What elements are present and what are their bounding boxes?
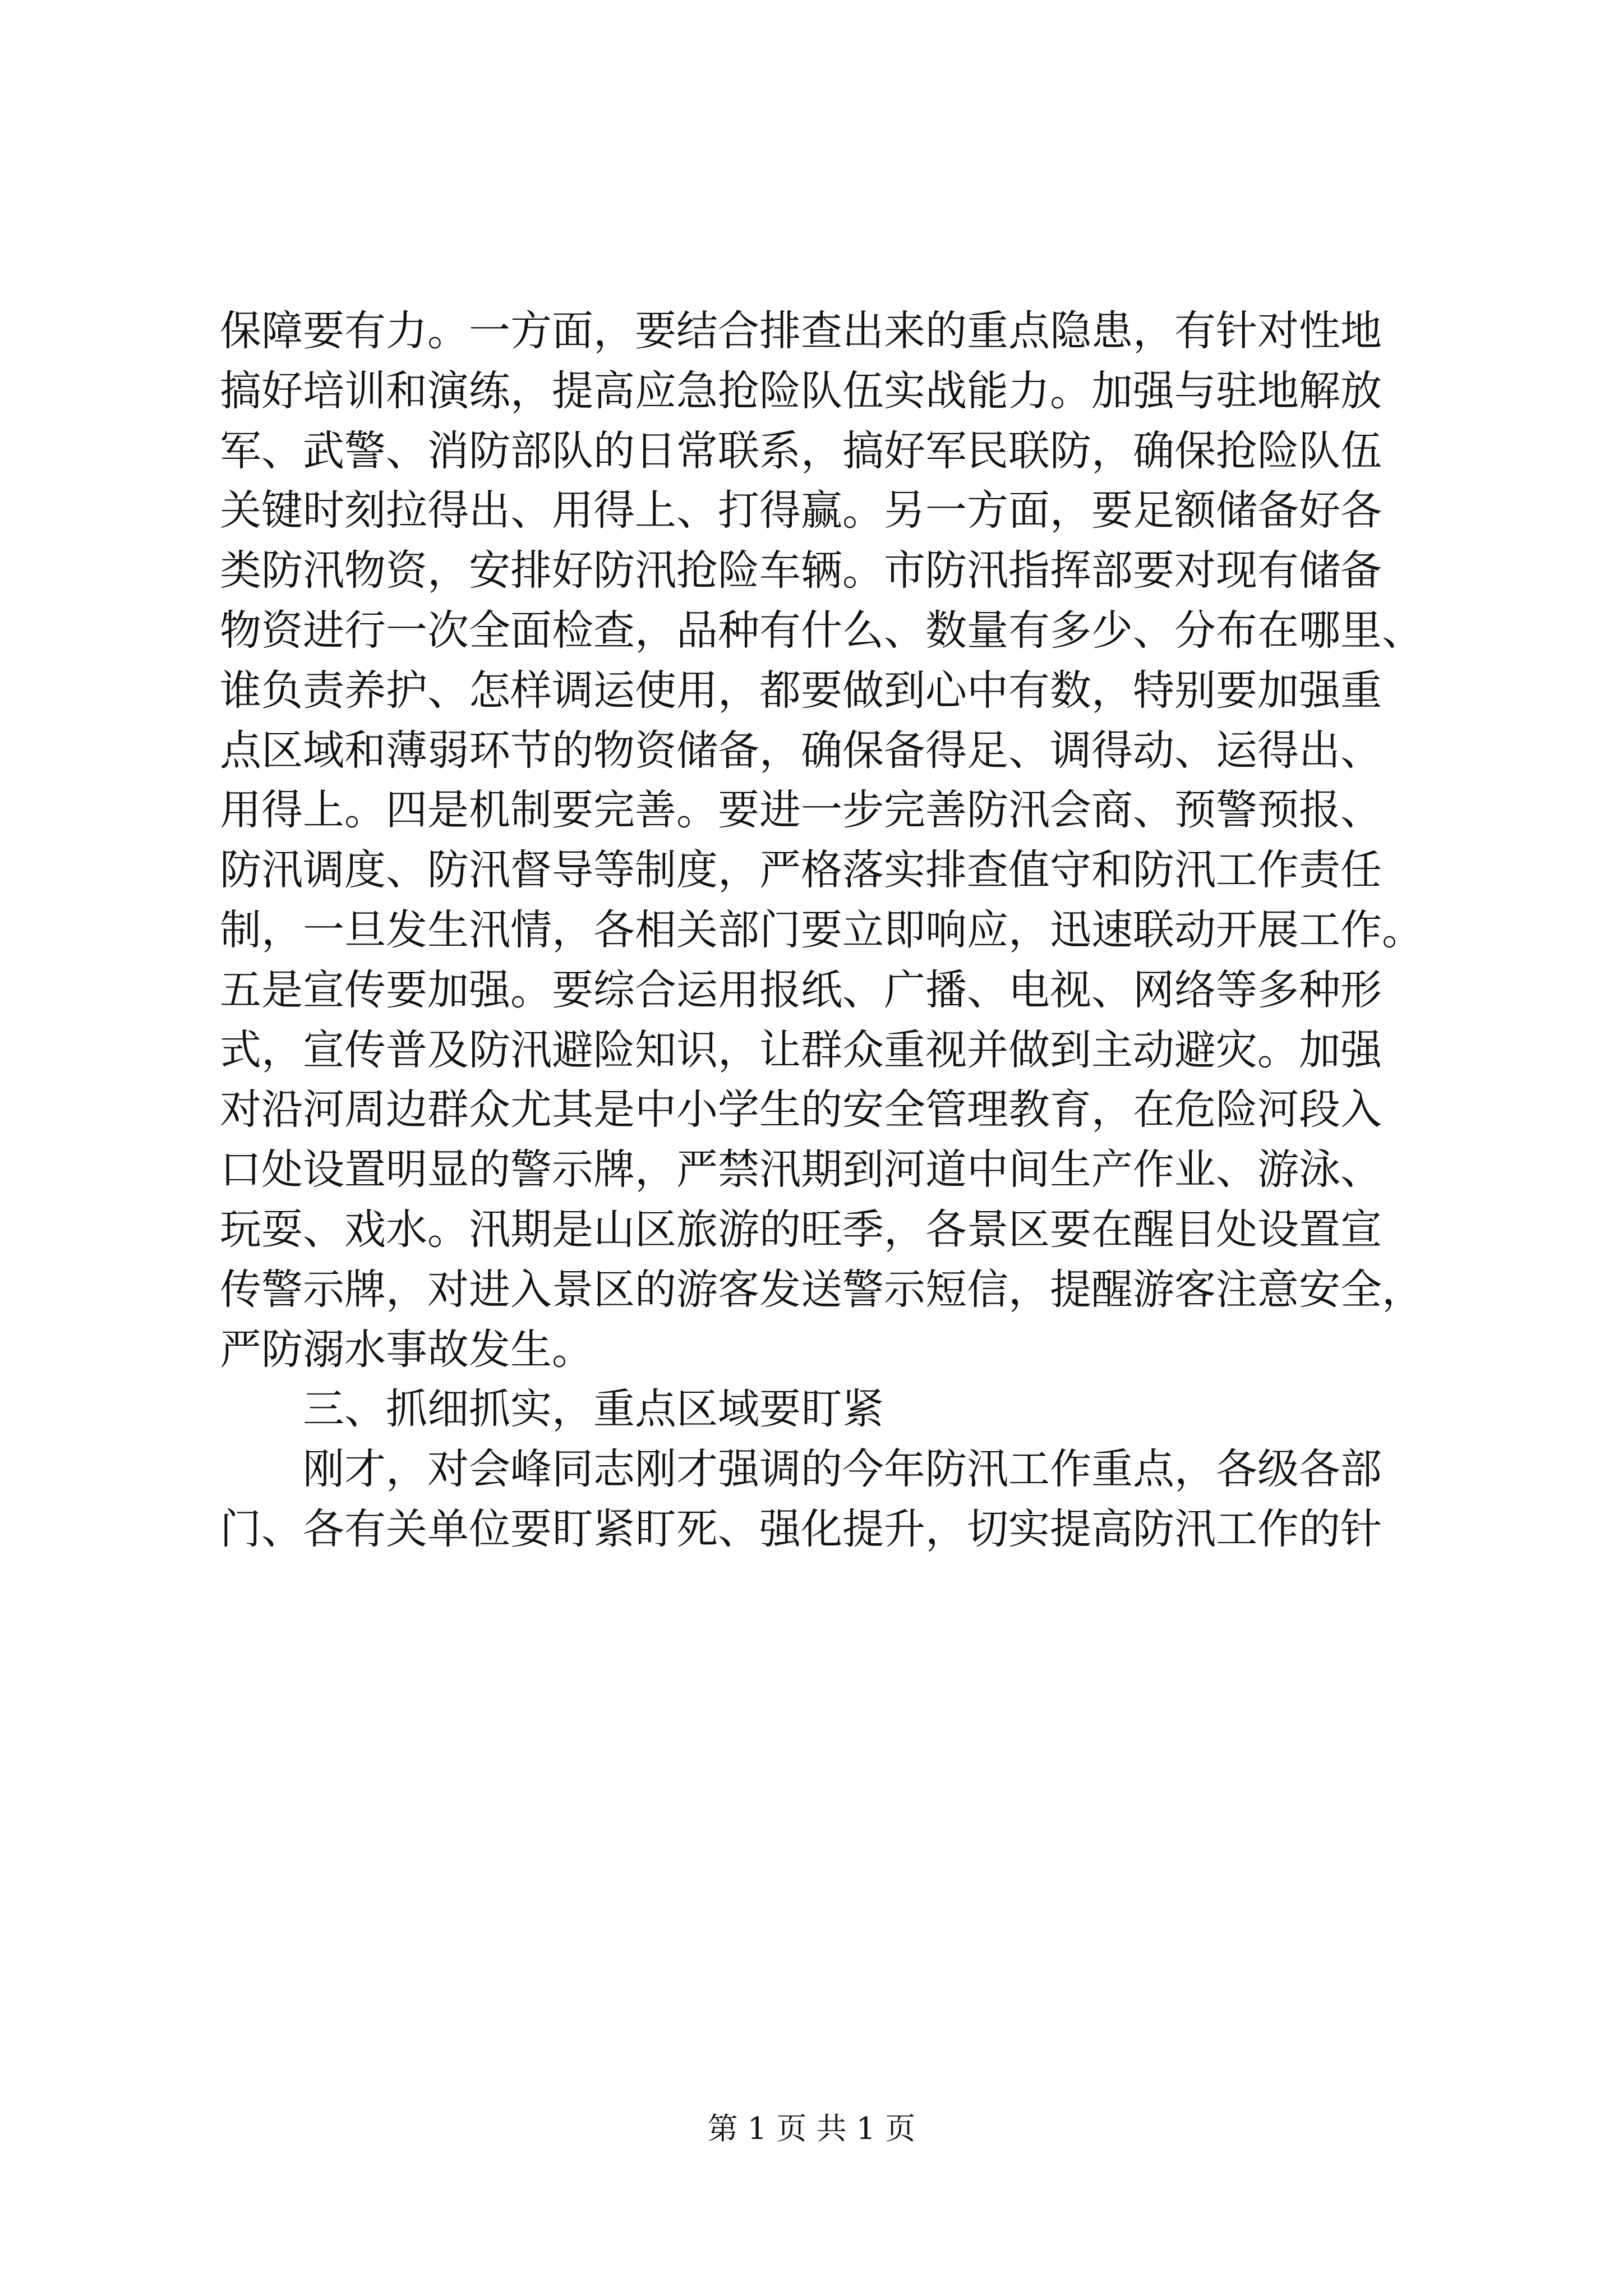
body-line: 军、武警、消防部队的日常联系，搞好军民联防，确保抢险队伍 [220,426,1382,475]
body-line: 点区域和薄弱环节的物资储备，确保备得足、调得动、运得出、 [220,726,1382,775]
body-line: 严防溺水事故发生。 [220,1325,593,1374]
body-line: 门、各有关单位要盯紧盯死、强化提升，切实提高防汛工作的针 [220,1504,1382,1553]
body-line: 对沿河周边群众尤其是中小学生的安全管理教育，在危险河段入 [220,1085,1382,1134]
body-line: 物资进行一次全面检查，品种有什么、数量有多少、分布在哪里、 [220,606,1423,655]
body-line: 关键时刻拉得出、用得上、打得赢。另一方面，要足额储备好各 [220,486,1382,535]
body-line: 防汛调度、防汛督导等制度，严格落实排查值守和防汛工作责任 [220,846,1382,895]
body-line: 传警示牌，对进入景区的游客发送警示短信，提醒游客注意安全， [220,1265,1423,1314]
body-line: 玩耍、戏水。汛期是山区旅游的旺季，各景区要在醒目处设置宣 [220,1205,1382,1254]
body-line: 谁负责养护、怎样调运使用，都要做到心中有数，特别要加强重 [220,666,1382,715]
body-line: 刚才，对会峰同志刚才强调的今年防汛工作重点，各级各部 [303,1445,1382,1494]
body-line: 保障要有力。一方面，要结合排查出来的重点隐患，有针对性地 [220,307,1382,355]
body-line: 类防汛物资，安排好防汛抢险车辆。市防汛指挥部要对现有储备 [220,546,1382,595]
body-line: 搞好培训和演练，提高应急抢险队伍实战能力。加强与驻地解放 [220,366,1382,415]
body-line: 五是宣传要加强。要综合运用报纸、广播、电视、网络等多种形 [220,965,1382,1014]
page-number-footer: 第 1 页 共 1 页 [707,2111,916,2146]
body-line: 口处设置明显的警示牌，严禁汛期到河道中间生产作业、游泳、 [220,1145,1382,1194]
document-body [220,301,1426,1559]
body-line: 式，宣传普及防汛避险知识，让群众重视并做到主动避灾。加强 [220,1025,1382,1074]
body-line: 用得上。四是机制要完善。要进一步完善防汛会商、预警预报、 [220,786,1382,835]
body-line: 制，一旦发生汛情，各相关部门要立即响应，迅速联动开展工作。 [220,905,1423,954]
section-heading: 三、抓细抓实，重点区域要盯紧 [303,1385,884,1434]
